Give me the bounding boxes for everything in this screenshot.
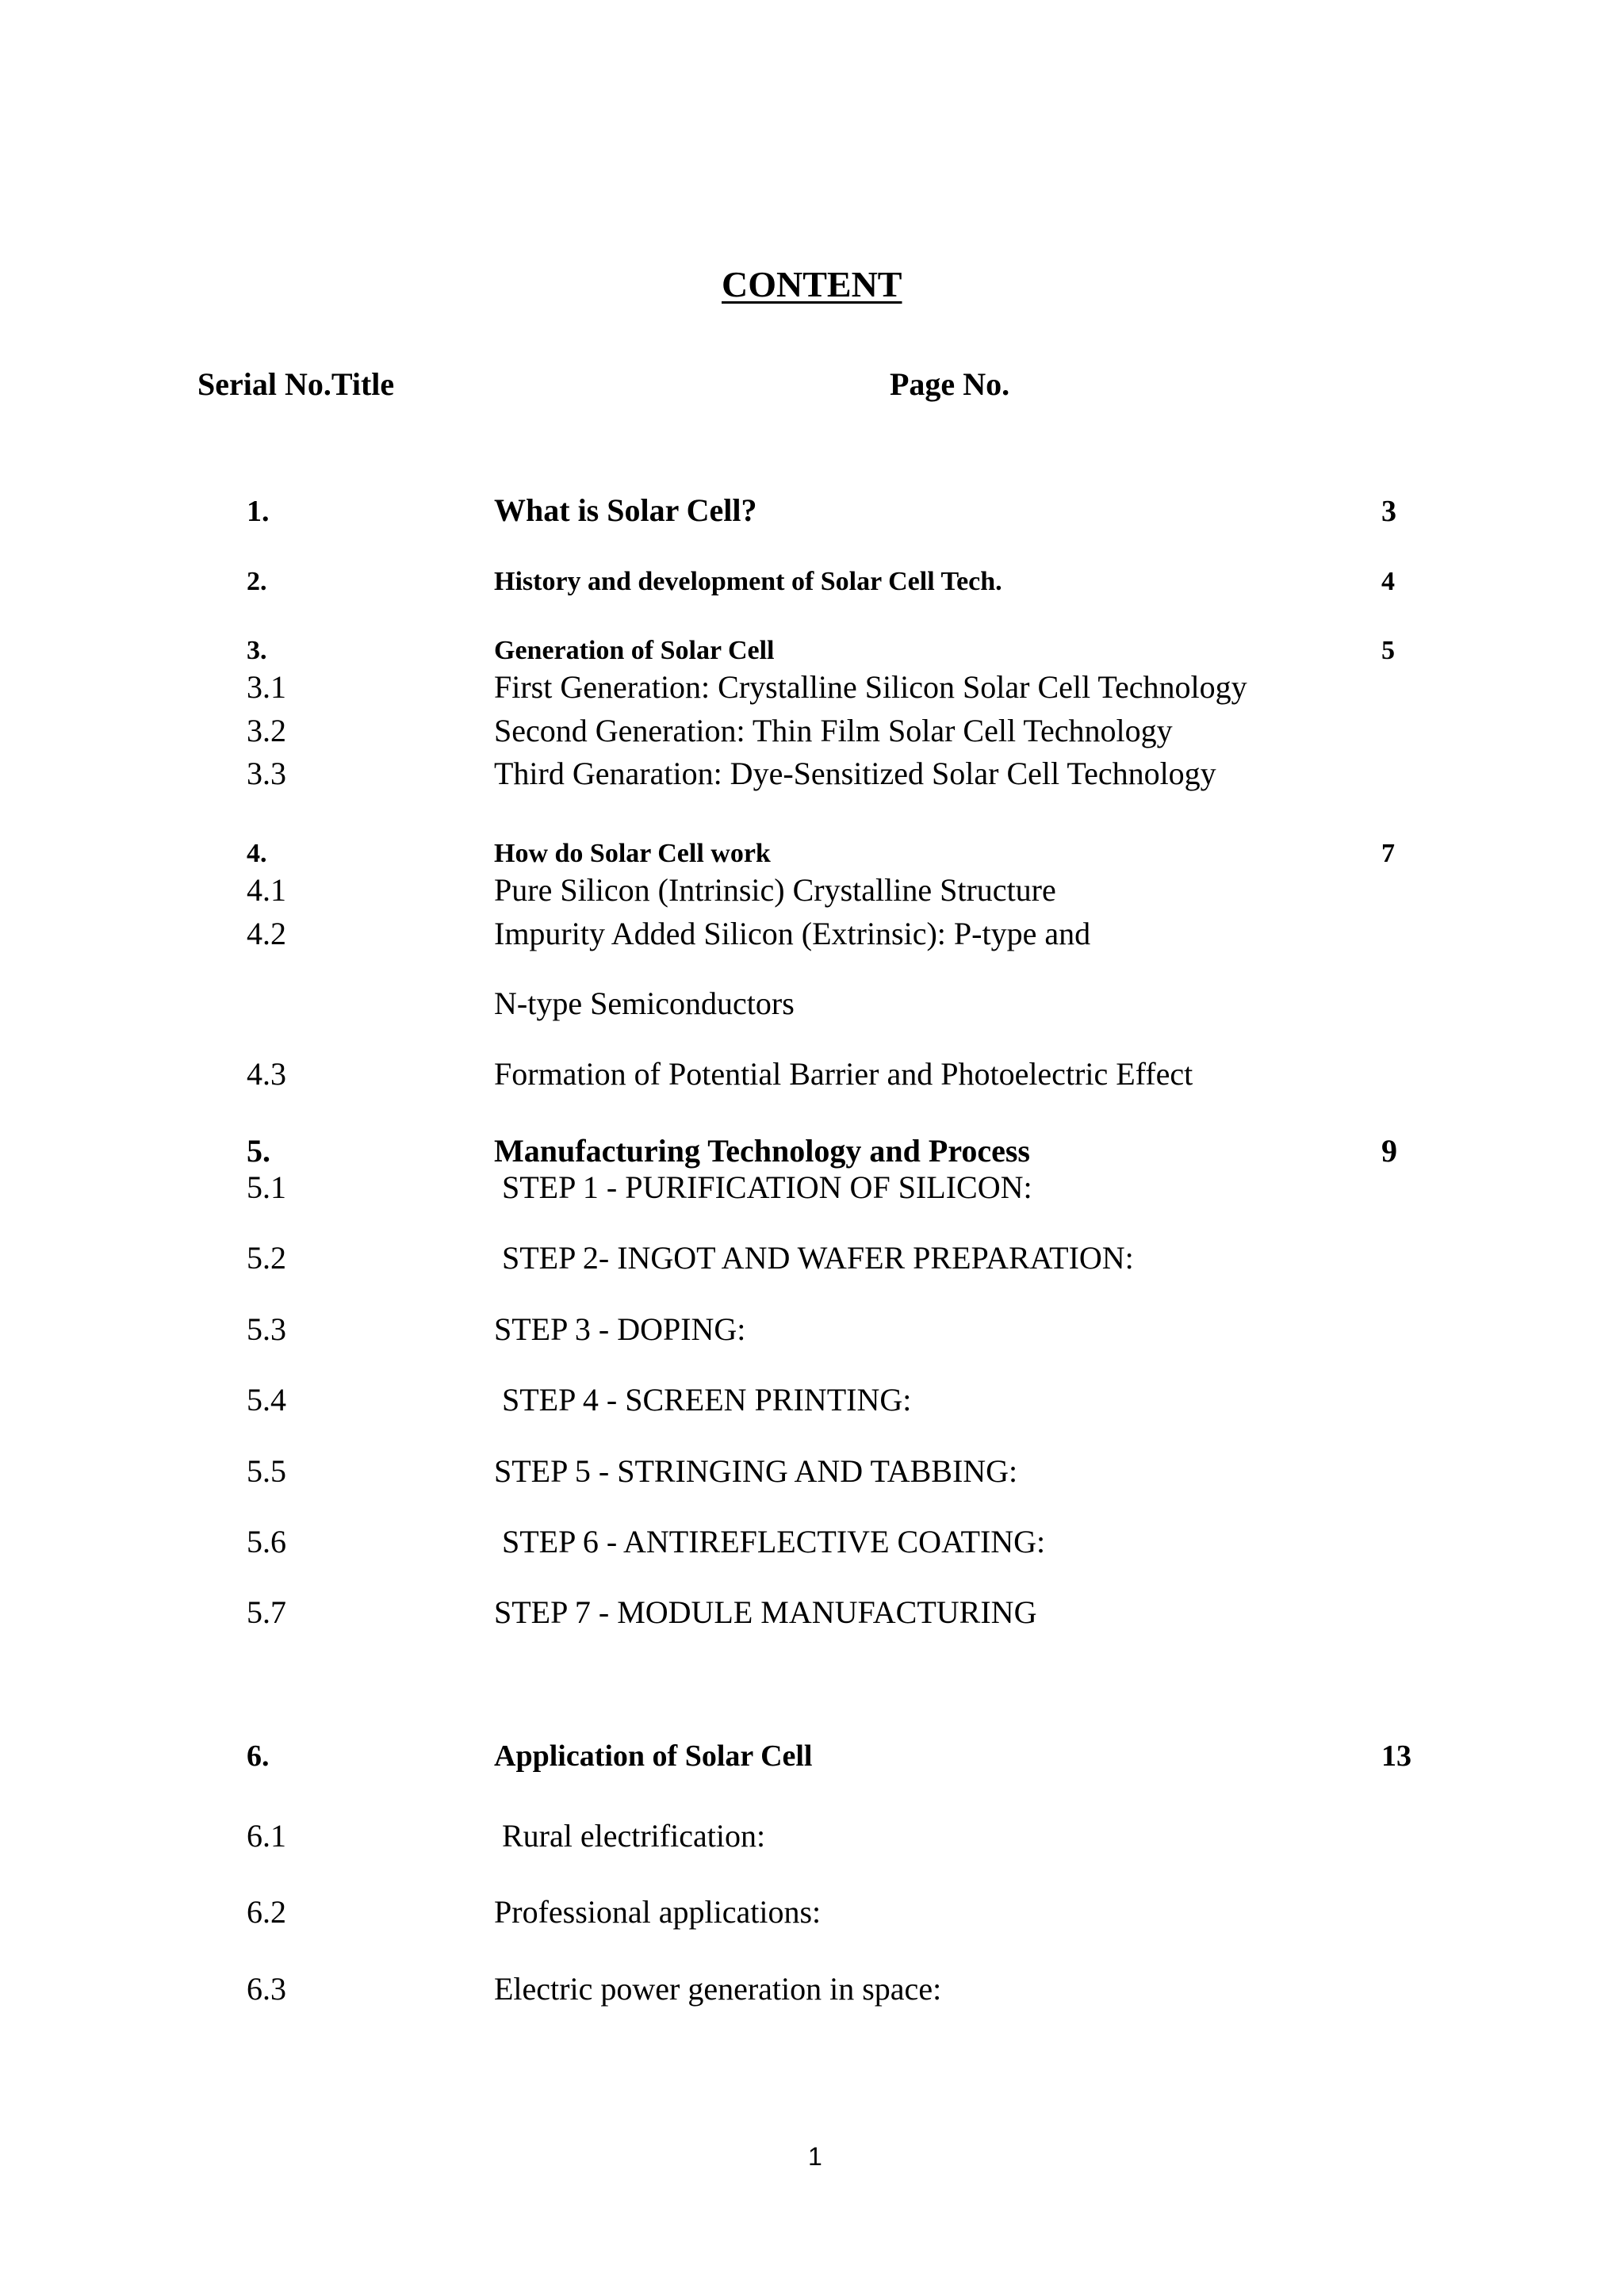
toc-subentry-number: 4.2 [247,916,286,951]
toc-subentry-number: 5.1 [247,1169,286,1205]
toc-subentry-number: 5.7 [247,1594,286,1630]
toc-subentry-title-continued: N-type Semiconductors [494,985,795,1021]
toc-subentry-title: STEP 2- INGOT AND WAFER PREPARATION: [494,1240,1134,1276]
toc-entry-title: Generation of Solar Cell [494,636,775,665]
toc-subentry-number: 3.3 [247,756,286,791]
toc-subentry-title: Pure Silicon (Intrinsic) Crystalline Structure [494,872,1056,908]
toc-subentry-number: 4.1 [247,872,286,908]
toc-entry-title: Application of Solar Cell [494,1739,813,1773]
toc-subentry-number: 6.3 [247,1971,286,2007]
toc-entry-title: Manufacturing Technology and Process [494,1133,1030,1169]
toc-subentry-title: Rural electrification: [494,1818,766,1854]
toc-subentry-number: 6.1 [247,1818,286,1854]
toc-entry-title: History and development of Solar Cell Tech. [494,567,1002,596]
toc-subentry-title: STEP 7 - MODULE MANUFACTURING [494,1594,1037,1630]
toc-entry-number: 4. [247,839,267,868]
toc-entry-page: 5 [1381,636,1395,665]
serial-title-column-header: Serial No.Title [197,366,395,402]
toc-subentry-number: 4.3 [247,1056,286,1092]
toc-entry-title: How do Solar Cell work [494,839,771,868]
toc-subentry-number: 5.5 [247,1453,286,1489]
toc-entry-number: 1. [247,495,270,528]
toc-subentry-title: Impurity Added Silicon (Extrinsic): P-type and [494,916,1091,951]
toc-entry-number: 5. [247,1133,270,1169]
toc-subentry-title: Third Genaration: Dye-Sensitized Solar Cell Technology [494,756,1216,791]
toc-entry-page: 9 [1381,1133,1397,1169]
toc-subentry-title: STEP 6 - ANTIREFLECTIVE COATING: [494,1524,1046,1559]
toc-subentry-number: 5.2 [247,1240,286,1276]
toc-subentry-title: Professional applications: [494,1894,822,1930]
page-no-column-header: Page No. [890,366,1010,402]
toc-subentry-title: STEP 5 - STRINGING AND TABBING: [494,1453,1018,1489]
toc-subentry-title: STEP 4 - SCREEN PRINTING: [494,1382,912,1418]
toc-subentry-number: 5.3 [247,1311,286,1347]
toc-subentry-title: STEP 3 - DOPING: [494,1311,746,1347]
toc-subentry-title: Formation of Potential Barrier and Photoelectric Effect [494,1056,1193,1092]
toc-subentry-number: 5.4 [247,1382,286,1418]
page-title: CONTENT [722,264,902,304]
toc-subentry-title: Electric power generation in space: [494,1971,942,2007]
toc-entry-title: What is Solar Cell? [494,492,757,528]
toc-entry-page: 3 [1381,495,1396,528]
toc-entry-number: 6. [247,1739,270,1773]
toc-subentry-number: 3.2 [247,713,286,748]
toc-entry-page: 7 [1381,839,1395,868]
toc-subentry-number: 6.2 [247,1894,286,1930]
toc-entry-number: 2. [247,567,267,596]
toc-subentry-number: 5.6 [247,1524,286,1559]
toc-subentry-title: Second Generation: Thin Film Solar Cell Technology [494,713,1173,748]
toc-entry-page: 4 [1381,567,1395,596]
toc-subentry-number: 3.1 [247,669,286,705]
toc-entry-page: 13 [1381,1739,1411,1773]
toc-subentry-title: STEP 1 - PURIFICATION OF SILICON: [494,1169,1032,1205]
page-number: 1 [808,2142,822,2171]
toc-entry-number: 3. [247,636,267,665]
toc-subentry-title: First Generation: Crystalline Silicon Solar Cell Technology [494,669,1247,705]
